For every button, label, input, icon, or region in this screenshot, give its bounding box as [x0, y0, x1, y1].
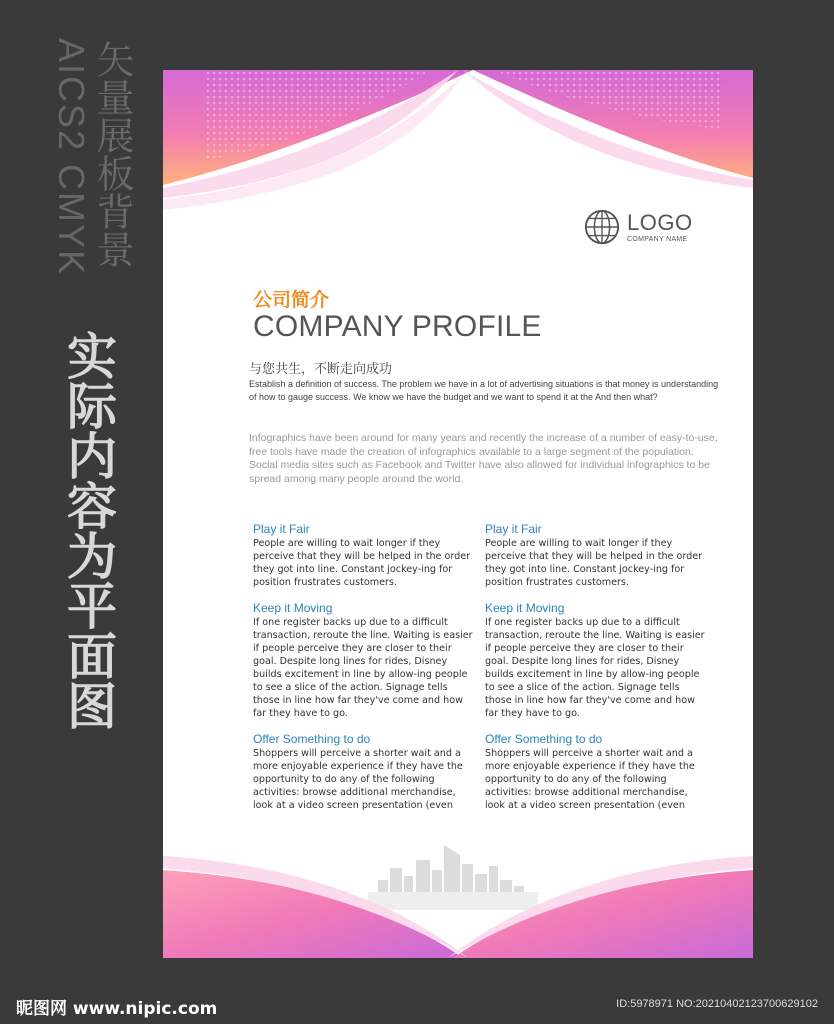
section-heading: Play it Fair: [253, 522, 310, 536]
title-cn: 公司简介: [253, 289, 330, 311]
globe-icon: [583, 208, 621, 246]
section-body: If one register backs up due to a difficult transaction, reroute the line. Waiting is easier if people perceive they are closer to their goal. Despite long lines for rides, Disney builds excitement in line by allow-ing people to see a slice of the action. Signage tells those in line how far they've come and how far they have to go.: [253, 617, 473, 719]
section-body: Shoppers will perceive a shorter wait and a more enjoyable experience if they have the opportunity to do any of the following activities: browse additional merchandise, look at a video screen presentation (even: [253, 748, 463, 811]
section-heading: Offer Something to do: [253, 732, 371, 746]
left-column: [253, 522, 473, 824]
section-body: People are willing to wait longer if they perceive that they will be helped in the order they got into line. Constant jockey-ing for position frustrates customers.: [253, 538, 471, 588]
footer-watermark-left: 昵图网 www.nipic.com: [16, 999, 218, 1019]
logo-main-text: LOGO: [627, 209, 693, 235]
side-latin-text: AICS2 CMYK: [51, 38, 92, 277]
side-cn-big-text: 实际内容为平面图: [59, 330, 117, 730]
section-body: Shoppers will perceive a shorter wait and a more enjoyable experience if they have the opportunity to do any of the following activities: browse additional merchandise, look at a video screen presentation (even: [485, 748, 695, 811]
title-en: COMPANY PROFILE: [253, 310, 542, 343]
section: [485, 601, 705, 720]
section: [485, 732, 705, 812]
section-heading: Offer Something to do: [485, 732, 603, 746]
top-wave-decoration: [163, 70, 753, 210]
intro-paragraph-1: Establish a definition of success. The problem we have in a lot of advertising situations is that money is understanding of how to gauge success. We know we have the budget and we want to spend it at the And then what?: [249, 379, 719, 402]
section-heading: Play it Fair: [485, 522, 542, 536]
section-heading: Keep it Moving: [253, 601, 333, 615]
side-cn-small-text: 矢量展板背景: [90, 40, 134, 268]
section: [253, 522, 473, 589]
section: [253, 732, 473, 812]
logo-sub-text: COMPANY NAME: [627, 235, 688, 243]
footer-watermark-right: ID:5978971 NO:20210402123700629102: [616, 998, 818, 1010]
section: [485, 522, 705, 589]
section-heading: Keep it Moving: [485, 601, 565, 615]
section-body: If one register backs up due to a difficult transaction, reroute the line. Waiting is easier if people perceive they are closer to their goal. Despite long lines for rides, Disney builds excitement in line by allow-ing people to see a slice of the action. Signage tells those in line how far they've come and how far they have to go.: [485, 617, 705, 719]
bottom-wave-decoration: [163, 848, 753, 958]
intro-paragraph-2: Infographics have been around for many years and recently the increase of a number of easy-to-use, free tools have made the creation of infographics available to a large segment of the population. Social media sites such as Facebook and Twitter have also allowed for individual infographics to be spread among many people around the world.: [249, 432, 718, 485]
slogan: 与您共生，不断走向成功: [249, 362, 393, 377]
section: [253, 601, 473, 720]
company-logo: [583, 208, 693, 246]
section-body: People are willing to wait longer if they perceive that they will be helped in the order they got into line. Constant jockey-ing for position frustrates customers.: [485, 538, 703, 588]
poster: [163, 70, 753, 958]
right-column: [485, 522, 705, 824]
